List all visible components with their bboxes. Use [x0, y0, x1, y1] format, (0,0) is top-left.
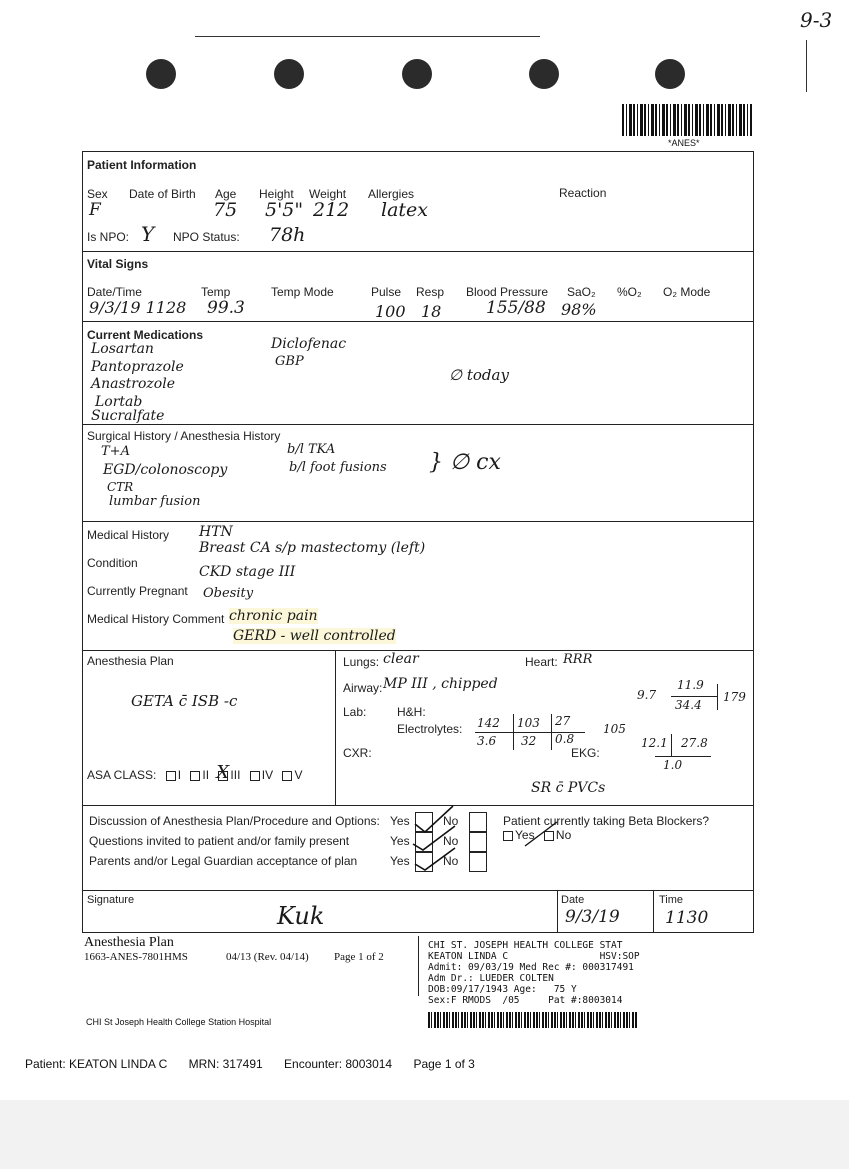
reaction-label: Reaction [559, 186, 607, 200]
lab-label: Lab: [343, 705, 367, 719]
medical-line: CKD stage III [199, 564, 296, 580]
surgical-item: CTR [107, 480, 134, 494]
age-label: Age [215, 187, 237, 201]
beta-check-mark [521, 820, 561, 850]
electrolytes-label: Electrolytes: [397, 722, 463, 736]
label-line: KEATON LINDA C HSV:SOP [428, 951, 640, 962]
lab-value: 103 [517, 716, 540, 730]
asa-option-1[interactable]: I [166, 768, 181, 782]
surgical-note: } ∅ cx [429, 450, 501, 475]
punch-hole [529, 59, 559, 89]
patient-name: Patient: KEATON LINDA C [25, 1057, 168, 1071]
checkbox[interactable] [166, 771, 176, 781]
temp-label: Temp [201, 285, 231, 299]
divider [83, 251, 753, 252]
yes-label: Yes [390, 814, 410, 828]
label-line: DOB:09/17/1943 Age: 75 Y [428, 984, 577, 995]
npo-status-value: 78h [269, 224, 306, 246]
datetime-value: 9/3/19 1128 [89, 298, 187, 317]
fishbone-line [655, 756, 711, 757]
beta-no-label: No [555, 828, 572, 842]
label-line: Sex:F RMODS /05 Pat #:8003014 [428, 995, 623, 1006]
lab-value: 34.4 [675, 698, 702, 712]
discussion-row-3: Parents and/or Legal Guardian acceptance of plan [89, 854, 358, 868]
lab-value: 105 [603, 722, 626, 736]
datetime-label: Date/Time [87, 285, 142, 299]
npo-value: Y [141, 222, 155, 246]
checkbox[interactable] [250, 771, 260, 781]
vitals-title: Vital Signs [87, 257, 149, 271]
height-value: 5'5" [265, 199, 304, 221]
encounter: Encounter: 8003014 [284, 1057, 393, 1071]
ekg-label: EKG: [571, 746, 600, 760]
date-value: 9/3/19 [565, 907, 620, 927]
fishbone-line [475, 732, 585, 733]
form-revision: 04/13 (Rev. 04/14) [226, 951, 309, 963]
no-checkbox[interactable] [469, 812, 487, 832]
divider [83, 424, 753, 425]
form-page: Page 1 of 2 [334, 951, 384, 963]
fishbone-line [671, 696, 717, 697]
weight-label: Weight [309, 187, 347, 201]
no-label: No [443, 814, 459, 828]
surgical-item: T+A [101, 444, 130, 459]
height-label: Height [259, 187, 294, 201]
lab-value: 27 [555, 714, 571, 728]
hh-label: H&H: [397, 705, 426, 719]
temp-value: 99.3 [207, 298, 245, 318]
top-rule [195, 36, 540, 37]
cxr-label: CXR: [343, 746, 372, 760]
checkbox[interactable] [190, 771, 200, 781]
heart-label: Heart: [525, 655, 558, 669]
discussion-row-1: Discussion of Anesthesia Plan/Procedure and Options: [89, 814, 380, 828]
divider [83, 321, 753, 322]
medication-item: Losartan [91, 341, 154, 357]
resp-label: Resp [416, 285, 445, 299]
asa-option-2[interactable]: II [190, 768, 209, 782]
corner-mark [806, 40, 807, 92]
label-barcode [428, 1012, 638, 1028]
npo-label: Is NPO: [87, 230, 130, 244]
lab-value: 1.0 [663, 758, 683, 772]
surgical-item: EGD/colonoscopy [103, 462, 228, 478]
yes-label: Yes [390, 834, 410, 848]
beta-yes-checkbox[interactable] [503, 831, 513, 841]
signature-value: Kuk [277, 902, 325, 930]
medical-line: Obesity [203, 586, 254, 601]
label-line: Adm Dr.: LUEDER COLTEN [428, 973, 554, 984]
beta-question: Patient currently taking Beta Blockers? [503, 814, 710, 828]
bp-value: 155/88 [486, 298, 546, 318]
lungs-label: Lungs: [343, 655, 380, 669]
airway-value: MP III , chipped [383, 676, 498, 692]
lab-cbc [635, 678, 755, 718]
temp-mode-label: Temp Mode [271, 285, 334, 299]
medication-item: Anastrozole [91, 376, 175, 392]
asa-option-5[interactable]: V [282, 768, 302, 782]
comment-label: Medical History Comment [87, 612, 225, 626]
allergies-label: Allergies [368, 187, 415, 201]
medication-item: Sucralfate [91, 408, 165, 424]
label-line: CHI ST. JOSEPH HEALTH COLLEGE STAT [428, 940, 623, 951]
fishbone-line [551, 714, 552, 750]
time-value: 1130 [665, 908, 709, 928]
form-code: 1663-ANES-7801HMS [84, 951, 188, 963]
barcode [622, 104, 752, 136]
mrn: MRN: 317491 [188, 1057, 263, 1071]
sex-value: F [89, 200, 101, 220]
o2pct-label: %O₂ [617, 285, 642, 299]
pulse-label: Pulse [371, 285, 402, 299]
sex-label: Sex [87, 187, 108, 201]
punch-hole [274, 59, 304, 89]
yes-label: Yes [390, 854, 410, 868]
lungs-value: clear [383, 651, 419, 667]
punch-hole [655, 59, 685, 89]
fishbone-line [717, 684, 718, 710]
condition-label: Condition [87, 556, 138, 570]
check-mark: X [216, 762, 230, 783]
no-checkbox[interactable] [469, 852, 487, 872]
allergies-value: latex [381, 199, 428, 221]
barcode-label: *ANES* [668, 138, 700, 148]
page-count: Page 1 of 3 [413, 1057, 475, 1071]
date-label: Date [561, 894, 585, 906]
sig-divider [557, 890, 558, 932]
beta-yes-label: Yes [515, 828, 535, 842]
label-line: Admit: 09/03/19 Med Rec #: 000317491 [428, 962, 634, 973]
anesthesia-form [82, 151, 754, 933]
signature-label: Signature [87, 894, 135, 906]
surgical-title: Surgical History / Anesthesia History [87, 429, 281, 443]
medical-title: Medical History [87, 528, 170, 542]
lab-bmp [475, 714, 635, 754]
weight-value: 212 [313, 199, 350, 221]
no-label: No [443, 834, 459, 848]
medication-item: Pantoprazole [91, 359, 184, 375]
medical-line: chronic pain [229, 608, 318, 624]
time-label: Time [659, 894, 684, 906]
pregnant-label: Currently Pregnant [87, 584, 188, 598]
lab-value: 32 [521, 734, 537, 748]
medication-item: GBP [275, 354, 304, 369]
plan-value: GETA c̄ ISB -c [131, 692, 238, 710]
asa-label [87, 762, 303, 783]
asa-option-4[interactable]: IV [250, 768, 273, 782]
asa-option-3[interactable]: III X [216, 762, 241, 783]
heart-value: RRR [563, 652, 593, 667]
lab-value: 3.6 [477, 734, 497, 748]
hospital-name: CHI St Joseph Health College Station Hospital [86, 1017, 272, 1027]
medical-line: HTN [199, 524, 233, 540]
lab-value: 11.9 [677, 678, 704, 692]
patient-info-title: Patient Information [87, 158, 197, 172]
no-label: No [443, 854, 459, 868]
lab-coag [641, 734, 721, 774]
sig-divider [653, 890, 654, 932]
lab-value: 12.1 [641, 736, 668, 750]
lab-value: 0.8 [555, 732, 575, 746]
age-value: 75 [213, 199, 238, 221]
lab-value: 179 [723, 690, 746, 704]
medical-line: GERD - well controlled [233, 628, 396, 644]
scan-edge [0, 1100, 849, 1169]
plan-title: Anesthesia Plan [87, 654, 174, 668]
ekg-value: SR c̄ PVCs [531, 780, 606, 796]
medical-line: Breast CA s/p mastectomy (left) [199, 540, 426, 556]
lab-value: 9.7 [637, 688, 657, 702]
medication-item: Diclofenac [271, 336, 347, 352]
airway-label: Airway: [343, 681, 383, 695]
corner-note: 9-3 [800, 8, 833, 32]
divider [83, 521, 753, 522]
form-title: Anesthesia Plan [84, 935, 174, 950]
bp-label: Blood Pressure [466, 285, 549, 299]
npo-status-label: NPO Status: [173, 230, 240, 244]
sao2-value: 98% [561, 300, 597, 319]
checkbox[interactable] [282, 771, 292, 781]
asa-class-label: ASA CLASS: [87, 768, 157, 782]
punch-hole [402, 59, 432, 89]
fishbone-line [671, 734, 672, 756]
punch-hole [146, 59, 176, 89]
yes-check-marks [403, 804, 463, 884]
o2mode-label: O₂ Mode [663, 285, 711, 299]
surgical-item: lumbar fusion [109, 494, 201, 509]
fishbone-line [513, 714, 514, 750]
resp-value: 18 [421, 302, 442, 321]
bottom-bar [25, 1057, 475, 1071]
patient-label-block [418, 936, 419, 996]
surgical-item: b/l foot fusions [289, 460, 387, 475]
lab-value: 142 [477, 716, 500, 730]
discussion-row-2: Questions invited to patient and/or family present [89, 834, 350, 848]
medication-item: Lortab [95, 394, 143, 410]
surgical-item: b/l TKA [287, 442, 336, 457]
plan-divider [335, 650, 336, 805]
no-checkbox[interactable] [469, 832, 487, 852]
medications-title: Current Medications [87, 328, 204, 342]
medications-note: ∅ today [449, 366, 509, 384]
dob-label: Date of Birth [129, 187, 196, 201]
sao2-label: SaO₂ [567, 285, 596, 299]
lab-value: 27.8 [681, 736, 708, 750]
pulse-value: 100 [375, 302, 406, 321]
